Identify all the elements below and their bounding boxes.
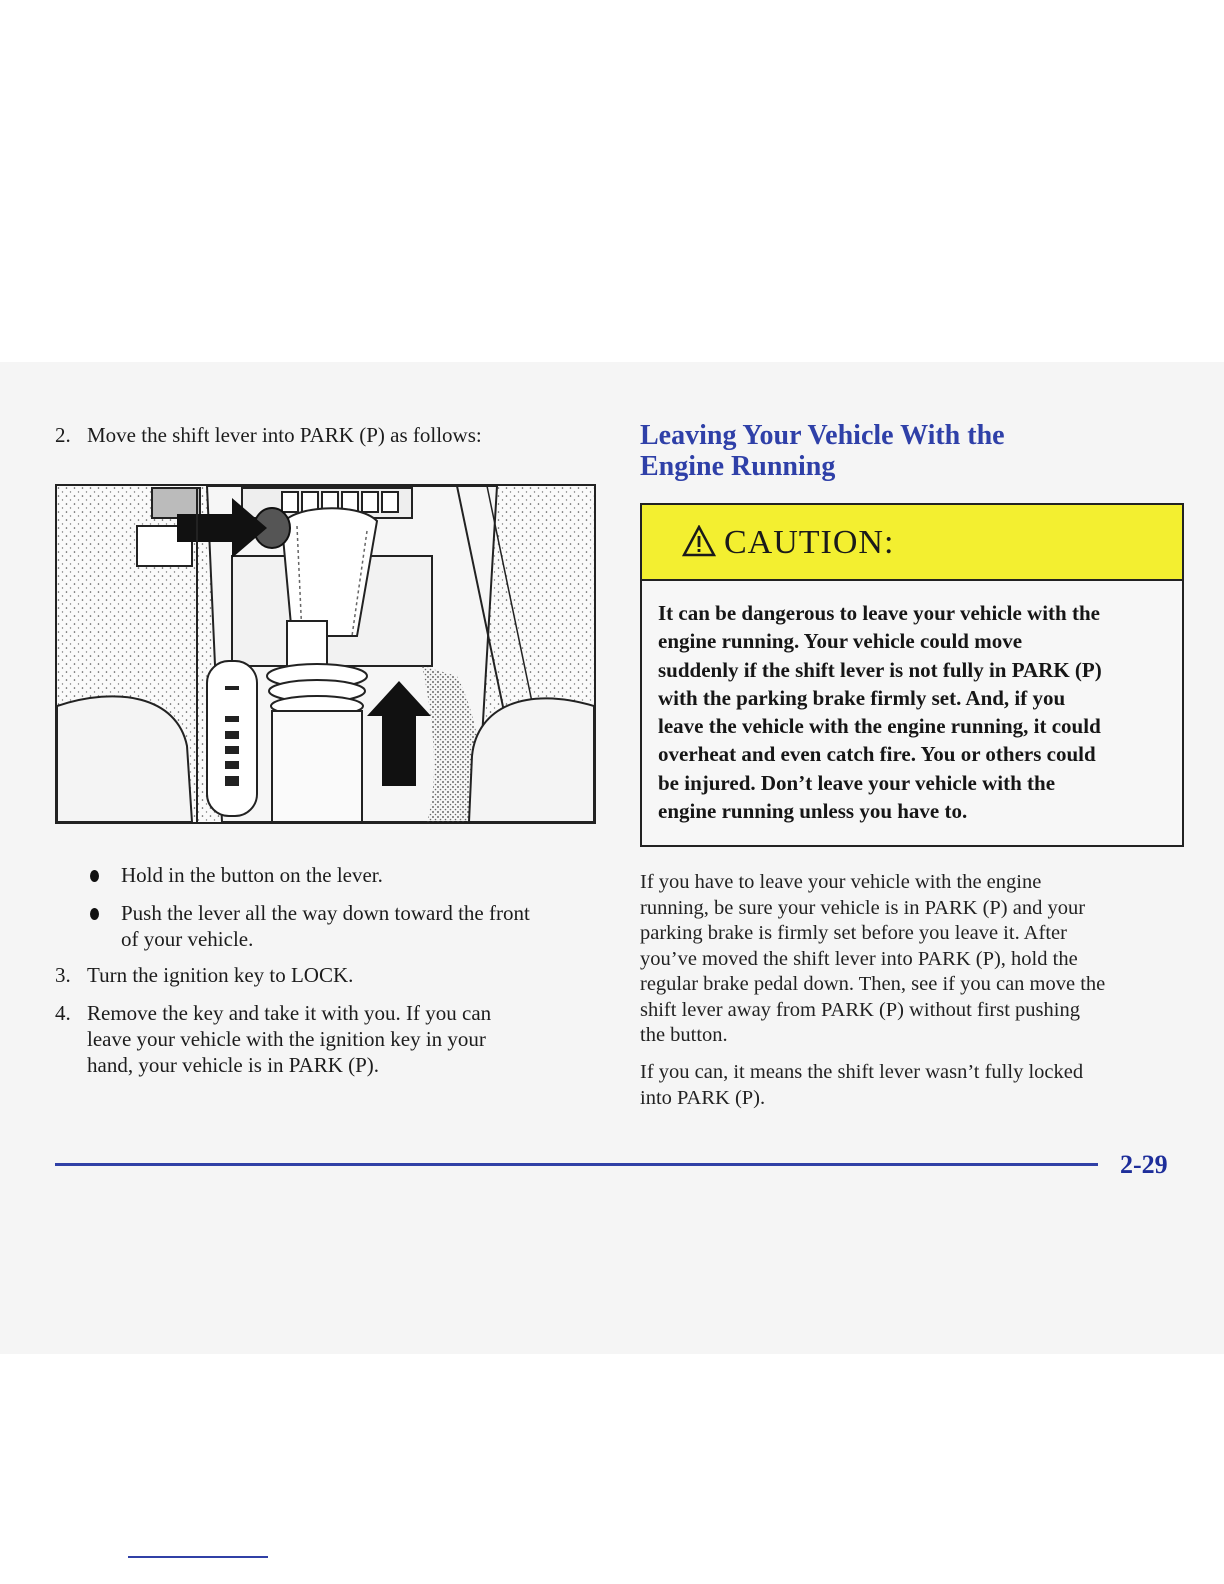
warning-triangle-icon — [682, 525, 716, 557]
step-2 — [55, 422, 615, 448]
bullet-text-line-1: Push the lever all the way down toward the front — [121, 901, 530, 925]
section-title-line-1: Leaving Your Vehicle With the — [640, 420, 1005, 451]
step-text-line-2: leave your vehicle with the ignition key in your — [87, 1027, 486, 1051]
caution-line: engine running. Your vehicle could move — [658, 629, 1023, 654]
caution-line: overheat and even catch fire. You or others could — [658, 742, 1096, 767]
bullet-item-1 — [90, 862, 610, 888]
step-text-line-1: Remove the key and take it with you. If you can — [87, 1001, 492, 1025]
caution-line: suddenly if the shift lever is not fully in PARK (P) — [658, 657, 1102, 682]
paragraph-line: running, be sure your vehicle is in PARK (P) and your — [640, 896, 1086, 919]
bullet-icon — [90, 908, 99, 920]
scan-artifact-line — [128, 1556, 268, 1558]
page-number: 2-29 — [1120, 1150, 1168, 1179]
step-number: 2. — [55, 423, 71, 447]
paragraph-line: shift lever away from PARK (P) without first pushing — [640, 998, 1080, 1021]
paragraph-1 — [640, 870, 1185, 1049]
shift-lever-illustration — [55, 484, 596, 824]
step-4 — [55, 1000, 615, 1078]
section-title-line-2: Engine Running — [640, 451, 836, 482]
caution-line: engine running unless you have to. — [658, 799, 968, 824]
step-number: 3. — [55, 963, 71, 987]
footer-rule — [55, 1163, 1098, 1166]
caution-line: leave the vehicle with the engine running, it could — [658, 714, 1101, 739]
paragraph-2 — [640, 1060, 1185, 1111]
caution-label: CAUTION: — [724, 524, 895, 561]
caution-line: with the parking brake firmly set. And, if you — [658, 685, 1066, 710]
caution-box — [640, 503, 1184, 847]
paragraph-line: If you have to leave your vehicle with the engine — [640, 871, 1042, 893]
step-number: 4. — [55, 1001, 71, 1025]
paragraph-line: regular brake pedal down. Then, see if you can move the — [640, 973, 1106, 995]
caution-line: be injured. Don’t leave your vehicle with the — [658, 770, 1056, 795]
caution-header — [642, 505, 1182, 581]
bullet-text-line-2: of your vehicle. — [121, 927, 254, 951]
paragraph-line: If you can, it means the shift lever wasn’t fully locked — [640, 1061, 1084, 1083]
caution-text — [658, 599, 1168, 825]
bullet-icon — [90, 870, 99, 882]
step-text: Turn the ignition key to LOCK. — [87, 963, 354, 987]
paragraph-line: parking brake is firmly set before you leave it. After — [640, 922, 1067, 944]
bullet-item-2 — [90, 900, 610, 952]
section-title — [640, 420, 1060, 482]
caution-line: It can be dangerous to leave your vehicle with the — [658, 601, 1100, 625]
step-text: Move the shift lever into PARK (P) as follows: — [87, 423, 482, 447]
paragraph-line: you’ve moved the shift lever into PARK (P), hold the — [640, 947, 1078, 970]
step-3 — [55, 962, 615, 988]
bullet-text: Hold in the button on the lever. — [121, 863, 383, 887]
step-text-line-3: hand, your vehicle is in PARK (P). — [87, 1053, 380, 1077]
paragraph-line: into PARK (P). — [640, 1086, 766, 1109]
paragraph-line: the button. — [640, 1024, 728, 1046]
